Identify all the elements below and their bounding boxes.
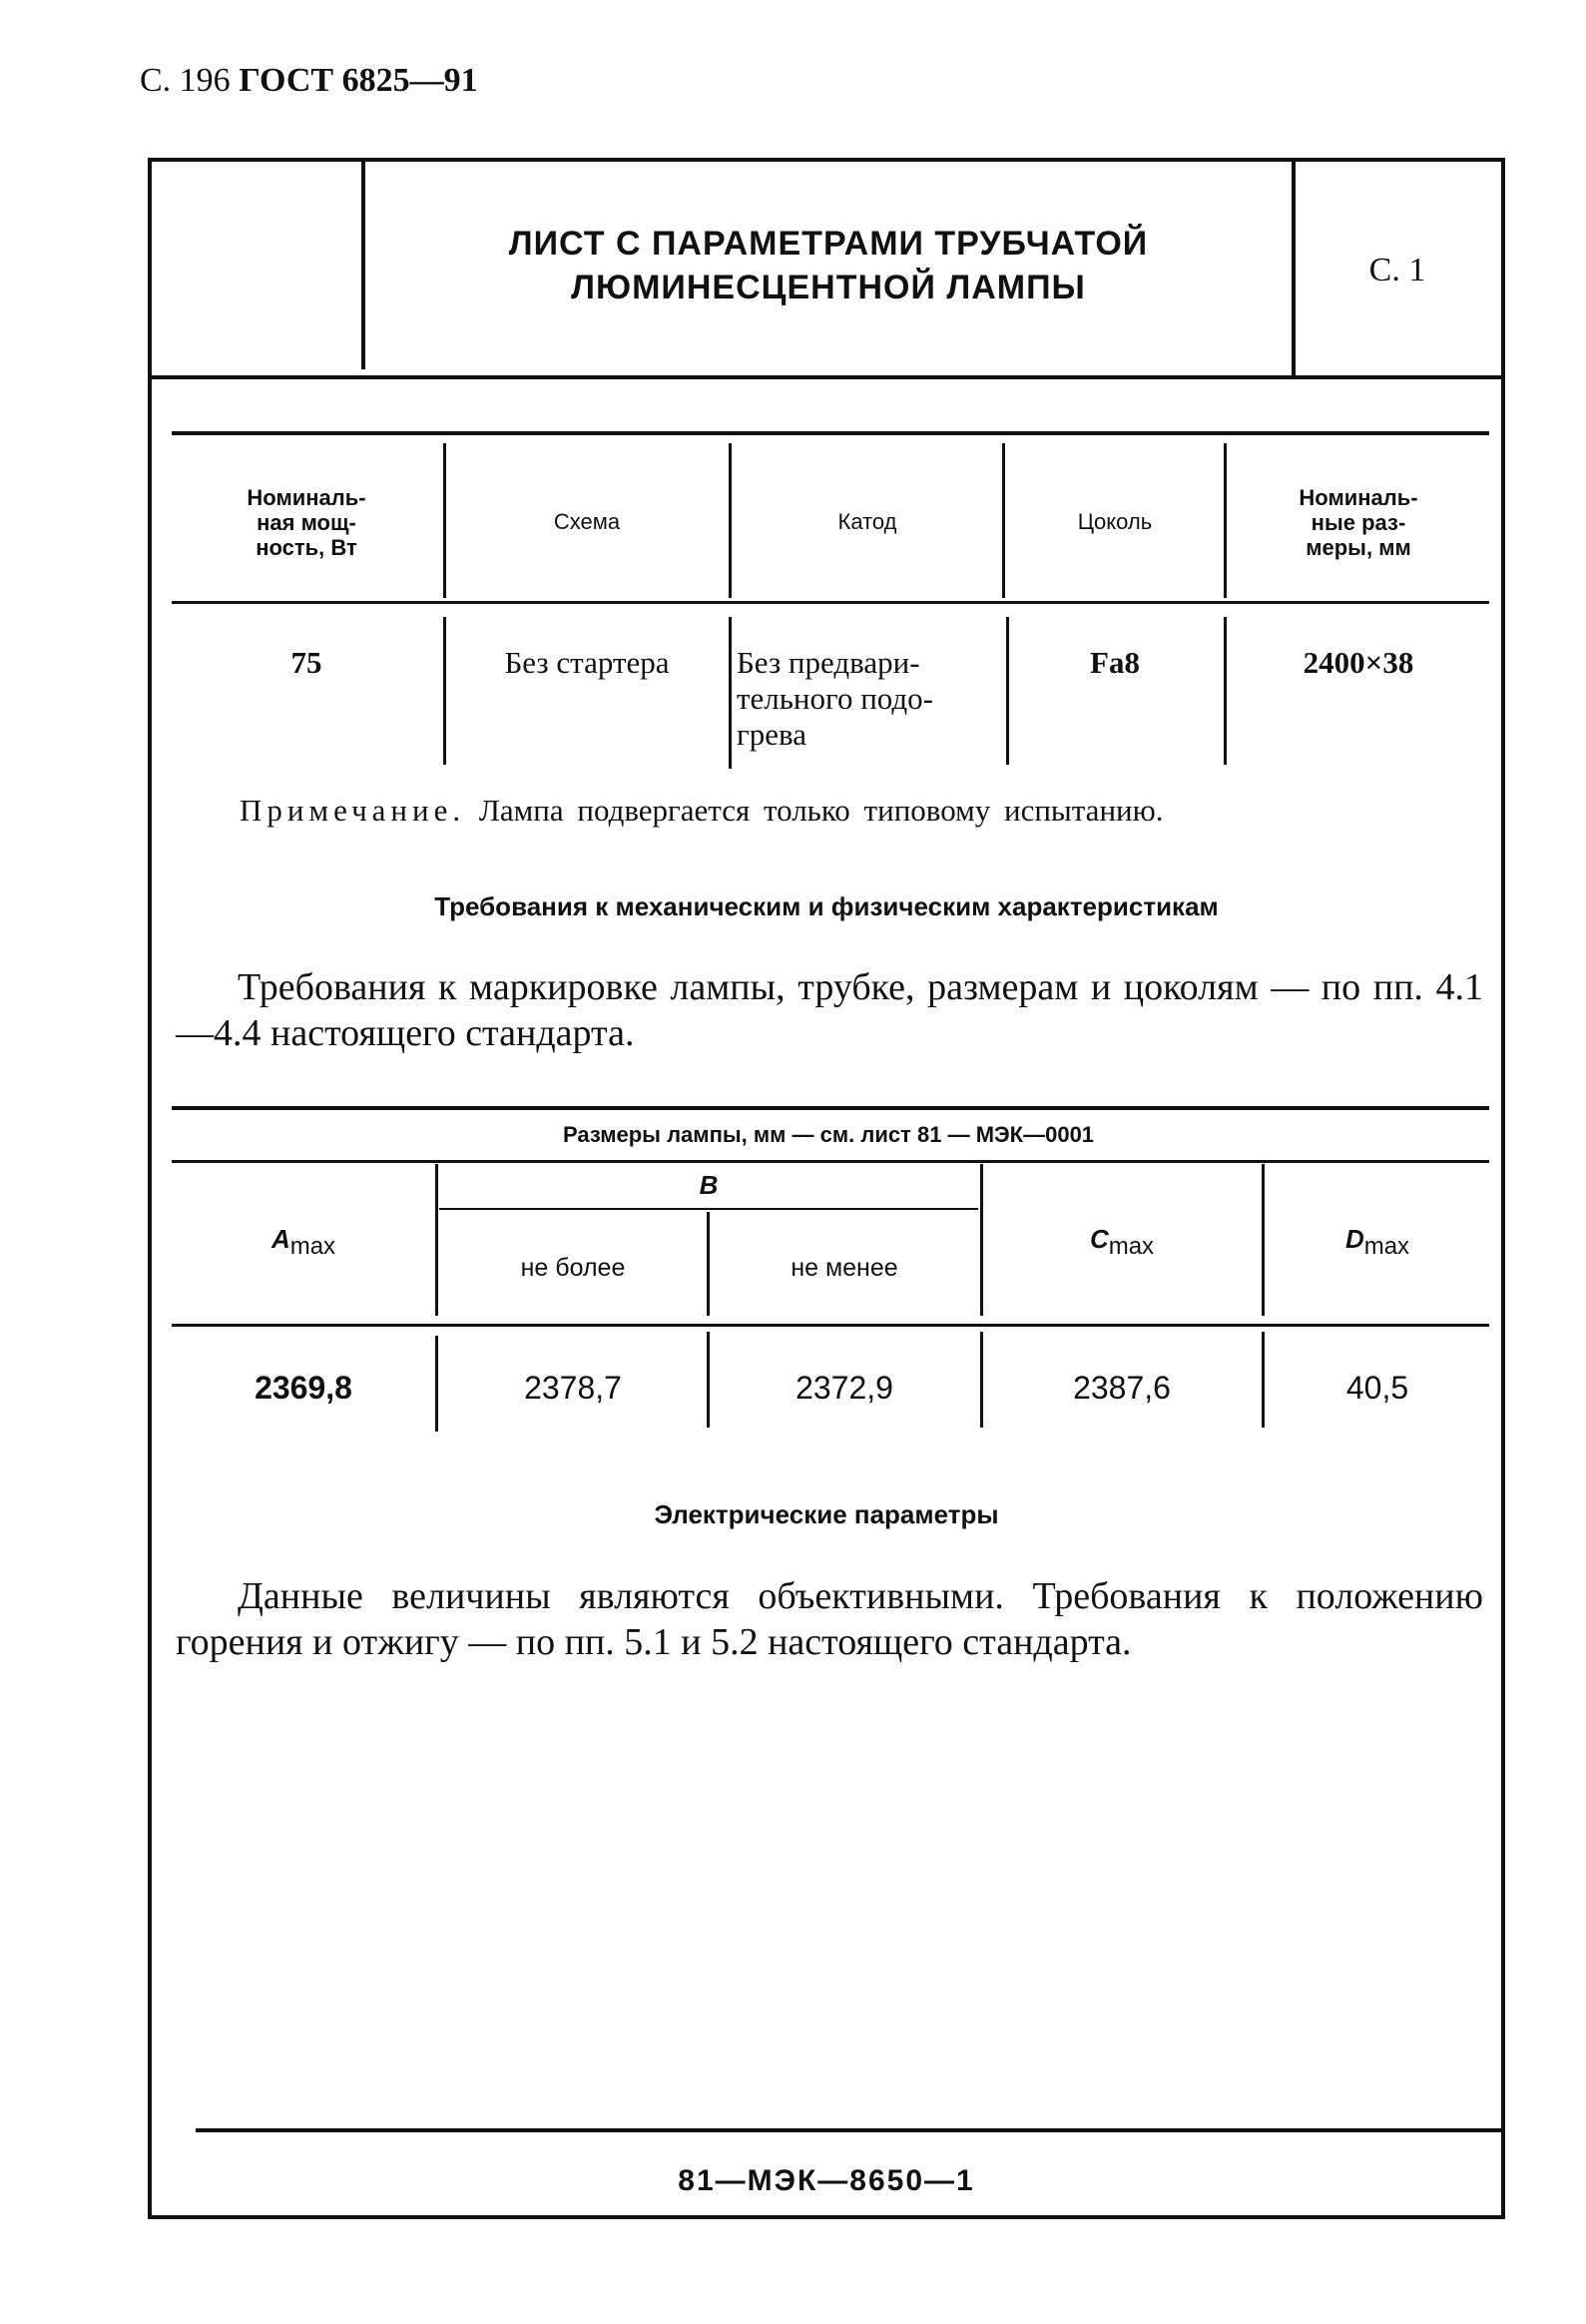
note-label: Примечание. <box>240 793 466 828</box>
dims-header-rule <box>172 1324 1489 1327</box>
standard-id: ГОСТ 6825—91 <box>239 62 478 99</box>
section-elec-title: Электрические параметры <box>654 1499 999 1529</box>
dims-b-rule <box>439 1208 978 1210</box>
cell-scheme: Без стартера <box>504 645 670 680</box>
value-d-max: 40,5 <box>1345 1370 1409 1406</box>
header-c-max <box>984 1224 1260 1261</box>
sheet-title-line2: ЛЮМИНЕСЦЕНТНОЙ ЛАМПЫ <box>571 269 1086 306</box>
c-letter: C <box>1089 1224 1109 1254</box>
cell-base: Fa8 <box>1090 645 1140 680</box>
section-mech-title: Требования к механическим и физическим характеристикам <box>434 891 1219 921</box>
dims-caption-rule <box>172 1160 1489 1163</box>
title-divider-left <box>361 160 365 369</box>
params-vline <box>1224 443 1227 598</box>
header-power: Номиналь- ная мощ- ность, Вт <box>247 485 366 560</box>
sheet-page-number: С. 1 <box>1368 252 1426 289</box>
section-elec-text: Данные величины являются объективными. Требования к положению горения и отжигу — по пп. 5.1 и 5.2 настоящего стандарта. <box>176 1575 1483 1663</box>
cell-dimensions: 2400×38 <box>1303 645 1414 680</box>
b-letter: B <box>699 1170 719 1200</box>
header-b <box>439 1170 978 1201</box>
max-subscript: max <box>1108 1233 1155 1260</box>
d-letter: D <box>1344 1224 1364 1254</box>
dims-vline <box>1262 1164 1265 1316</box>
value-c-max: 2387,6 <box>1073 1370 1171 1406</box>
value-b-min: 2372,9 <box>795 1370 893 1406</box>
header-cathode: Катод <box>837 509 897 534</box>
params-top-rule <box>172 431 1489 435</box>
page-header <box>140 62 478 100</box>
note <box>240 793 1164 829</box>
params-header-rule <box>172 601 1489 604</box>
cell-cathode: Без предвари- тельного подо- грева <box>737 645 933 752</box>
dims-vline <box>435 1336 438 1432</box>
header-b-max: не более <box>520 1254 626 1282</box>
title-bottom-rule <box>148 375 1505 379</box>
value-a-max: 2369,8 <box>255 1370 352 1406</box>
dims-vline <box>435 1164 438 1316</box>
header-scheme: Схема <box>553 509 621 534</box>
sheet-title <box>369 222 1288 309</box>
cell-power: 75 <box>290 645 322 680</box>
header-base: Цоколь <box>1077 509 1153 534</box>
dims-vline <box>1262 1332 1265 1428</box>
dims-vline <box>707 1332 710 1428</box>
header-a-max <box>176 1224 431 1261</box>
header-dimensions: Номиналь- ные раз- меры, мм <box>1299 485 1418 560</box>
footer-rule <box>196 2128 1505 2132</box>
value-b-max: 2378,7 <box>524 1370 622 1406</box>
dims-vline <box>980 1164 983 1316</box>
title-divider-right <box>1292 160 1296 379</box>
sheet-title-line1: ЛИСТ С ПАРАМЕТРАМИ ТРУБЧАТОЙ <box>508 225 1149 263</box>
params-vline <box>1006 617 1009 765</box>
dims-vline <box>980 1332 983 1428</box>
max-subscript: max <box>1363 1233 1410 1260</box>
note-text: Лампа подвергается только типовому испытанию. <box>478 793 1164 828</box>
dims-top-rule <box>172 1106 1489 1110</box>
dims-caption: Размеры лампы, мм — см. лист 81 — МЭК—0001 <box>562 1122 1095 1147</box>
params-vline <box>729 617 732 769</box>
params-vline <box>1224 617 1227 765</box>
params-vline <box>443 617 446 765</box>
params-vline <box>1002 443 1005 598</box>
params-vline <box>729 443 732 598</box>
footer-code: 81—МЭК—8650—1 <box>678 2164 975 2197</box>
max-subscript: max <box>289 1233 336 1260</box>
header-d-max <box>1266 1224 1489 1261</box>
page-number: С. 196 <box>140 62 231 99</box>
header-b-min: не менее <box>791 1254 898 1282</box>
section-mech-text: Требования к маркировке лампы, трубке, размерам и цоколям — по пп. 4.1—4.4 настоящего стандарта. <box>176 966 1483 1054</box>
dims-vline <box>707 1212 710 1316</box>
a-letter: A <box>270 1224 290 1254</box>
params-vline <box>443 443 446 598</box>
